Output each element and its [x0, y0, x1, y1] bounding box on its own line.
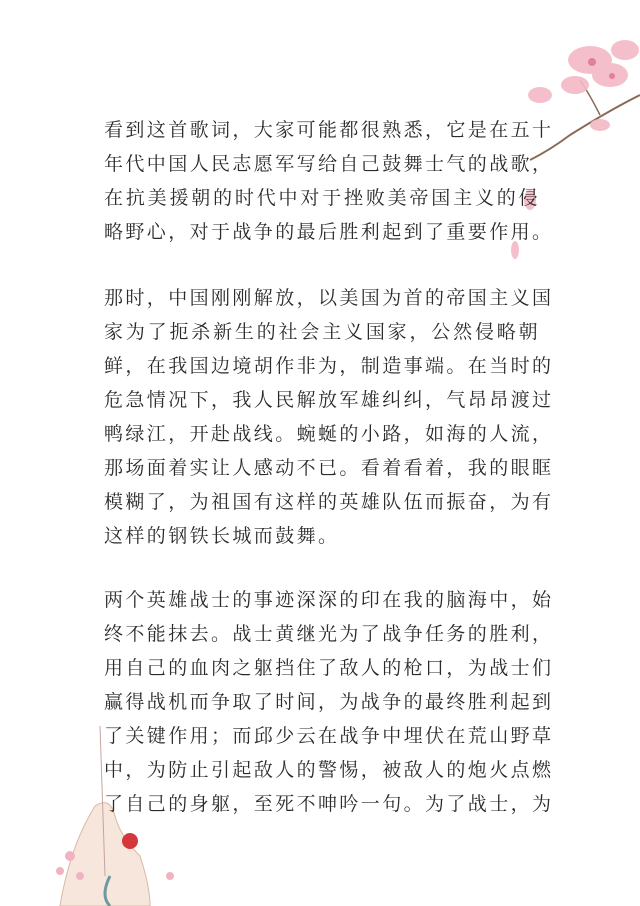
text-line: 了自己的身躯，至死不呻吟一句。为了战士，为 — [104, 793, 554, 815]
text-line: 鲜，在我国边境胡作非为，制造事端。在当时的 — [104, 355, 554, 377]
paragraph-3 — [104, 583, 554, 821]
text-line: 了关键作用；而邱少云在战争中埋伏在荒山野草 — [104, 725, 554, 747]
text-line: 终不能抹去。战士黄继光为了战争任务的胜利， — [104, 623, 554, 645]
text-line: 家为了扼杀新生的社会主义国家，公然侵略朝 — [104, 321, 540, 343]
text-line: 在抗美援朝的时代中对于挫败美帝国主义的侵 — [104, 187, 540, 209]
paragraph-2 — [104, 281, 554, 553]
text-line: 鸭绿江，开赴战线。蜿蜒的小路，如海的人流， — [104, 423, 554, 445]
paragraph-1 — [104, 113, 554, 249]
text-line: 两个英雄战士的事迹深深的印在我的脑海中，始 — [104, 589, 554, 611]
text-line: 年代中国人民志愿军写给自己鼓舞士气的战歌， — [104, 153, 554, 175]
text-line: 模糊了，为祖国有这样的英雄队伍而振奋，为有 — [104, 491, 554, 513]
text-line: 这样的钢铁长城而鼓舞。 — [104, 525, 340, 547]
text-line: 那时，中国刚刚解放，以美国为首的帝国主义国 — [104, 287, 554, 309]
text-line: 那场面着实让人感动不已。看着看着，我的眼眶 — [104, 457, 554, 479]
text-line: 中，为防止引起敌人的警惕，被敌人的炮火点燃 — [104, 759, 554, 781]
text-line: 危急情况下，我人民解放军雄纠纠，气昂昂渡过 — [104, 389, 554, 411]
text-line: 看到这首歌词，大家可能都很熟悉，它是在五十 — [104, 119, 554, 141]
text-line: 赢得战机而争取了时间，为战争的最终胜利起到 — [104, 691, 554, 713]
text-line: 用自己的血肉之躯挡住了敌人的枪口，为战士们 — [104, 657, 554, 679]
text-line: 略野心，对于战争的最后胜利起到了重要作用。 — [104, 221, 554, 243]
